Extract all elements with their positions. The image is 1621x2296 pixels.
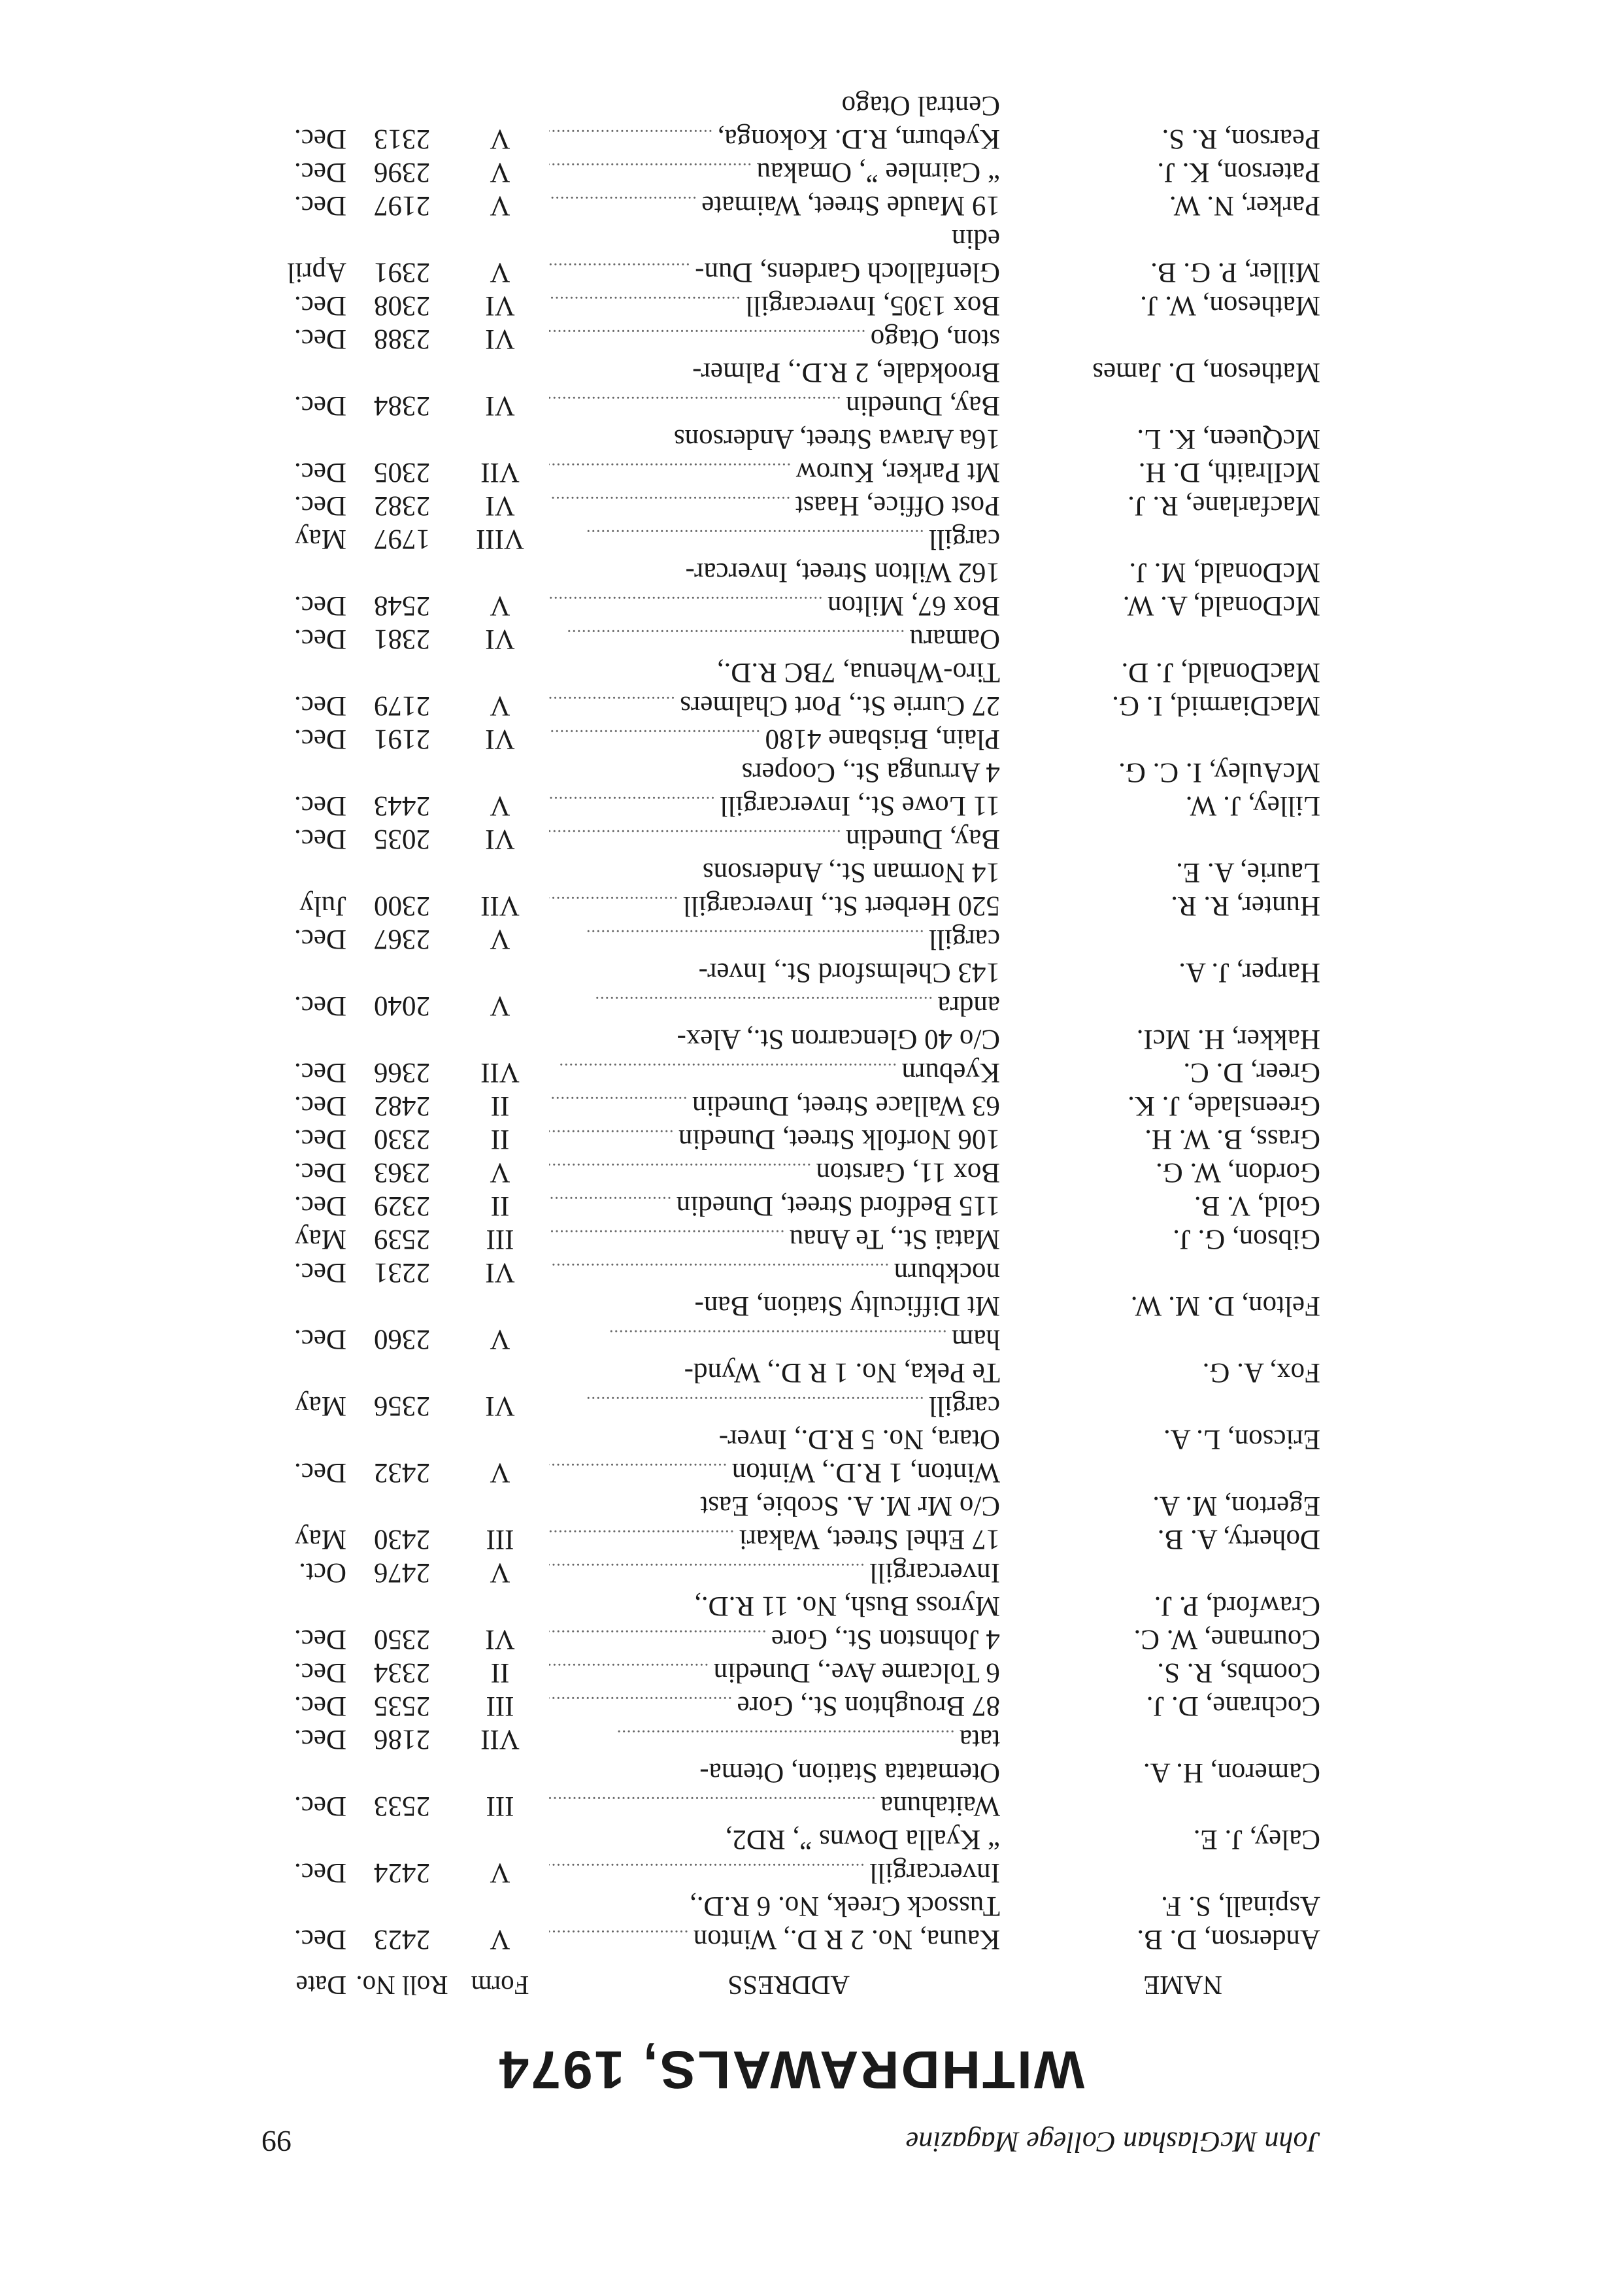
row-roll: 2381 (374, 624, 430, 654)
row-form: VIII (476, 524, 525, 554)
row-address: Oamaru ..... (549, 619, 1000, 656)
row-name: Miller, P. G. B. (1150, 257, 1320, 288)
row-name: Cameron, H. A. (1143, 1757, 1320, 1788)
row-address: Tiro-Whenua, 7BC R.D., (716, 657, 1000, 688)
table-row (261, 456, 1320, 489)
row-date: Dec. (294, 1857, 346, 1888)
row-roll: 2382 (374, 490, 430, 521)
row-address: 27 Currie St., Port Chalmers ..... (549, 686, 1000, 722)
row-address: 11 Lowe St., Invercargill ..... (549, 786, 1000, 822)
row-date: Dec. (294, 390, 346, 421)
row-roll: 2186 (374, 1724, 430, 1755)
page-header (261, 2119, 1320, 2159)
table-row (261, 856, 1320, 889)
table-row (261, 1689, 1320, 1723)
row-date: Dec. (294, 990, 346, 1021)
row-address: cargill ..... (549, 919, 1000, 956)
row-name: McAuley, I. C. G. (1118, 757, 1320, 788)
row-address: Invercargill ..... (549, 1853, 1000, 1889)
row-form: VI (485, 490, 515, 521)
table-row (261, 656, 1320, 689)
table-row (261, 1623, 1320, 1656)
row-name: MacDiarmid, I. G. (1112, 690, 1320, 721)
table-row (261, 989, 1320, 1022)
row-roll: 2305 (374, 457, 430, 488)
row-date: May (295, 1224, 346, 1255)
row-roll: 2197 (374, 190, 430, 221)
row-name: Laurie, A. E. (1176, 857, 1320, 888)
row-address: Brookdale, 2 R.D., Palmer- (692, 357, 1000, 388)
table-row (261, 1823, 1320, 1856)
row-form: VII (480, 890, 520, 921)
table-row (261, 889, 1320, 922)
row-form: II (490, 1124, 510, 1155)
table-row (261, 556, 1320, 589)
row-name: Lilley, J. W. (1185, 790, 1320, 821)
row-address: Te Peka, No. 1 R D., Wynd- (684, 1357, 1000, 1388)
row-name: McDonald, A. W. (1122, 590, 1320, 621)
row-date: Dec. (294, 1791, 346, 1821)
row-address: andra ..... (549, 986, 1000, 1022)
row-address: 106 Norfolk Street, Dunedin ..... (549, 1119, 1000, 1156)
magazine-title: John McGlashan College Magazine (905, 2126, 1320, 2158)
column-header-name: NAME (1143, 1970, 1222, 2001)
row-roll: 2330 (374, 1124, 430, 1155)
row-name: McDonald, M. J. (1129, 557, 1320, 588)
row-name: Cournane, W. C. (1133, 1624, 1320, 1655)
row-date: Dec. (294, 1057, 346, 1088)
table-row (261, 756, 1320, 789)
row-address: Tussock Creek, No. 6 R.D., (689, 1891, 1000, 1921)
row-form: VII (480, 1724, 520, 1755)
row-address: 19 Maude Street, Waimate ..... (549, 186, 1000, 222)
column-header-address: ADDRESS (727, 1970, 850, 2001)
column-headers (261, 1968, 1320, 2002)
column-header-date: Date (295, 1970, 346, 2001)
row-roll: 2360 (374, 1324, 430, 1355)
row-address: Plain, Brisbane 4180 ..... (549, 719, 1000, 756)
table-row (261, 1223, 1320, 1256)
table-row (261, 1489, 1320, 1523)
row-address: 63 Wallace Street, Dunedin ..... (549, 1086, 1000, 1123)
column-header-roll: Roll No. (356, 1970, 448, 2001)
row-form: V (490, 157, 510, 188)
table-row (261, 1123, 1320, 1156)
row-date: Dec. (294, 124, 346, 154)
table-row (261, 1256, 1320, 1289)
row-name: McIlraith, D. H. (1138, 457, 1320, 488)
row-address: 6 Tolcarne Ave., Dunedin ..... (549, 1653, 1000, 1689)
table-row (261, 122, 1320, 156)
row-roll: 2423 (374, 1924, 430, 1955)
row-name: Doherty, A. B. (1157, 1524, 1320, 1555)
row-roll: 2391 (374, 257, 430, 288)
row-address: Bay, Dunedin ..... (549, 386, 1000, 422)
row-form: V (490, 1557, 510, 1588)
table-row (261, 356, 1320, 389)
row-name: Gold, V. B. (1194, 1190, 1320, 1221)
row-address: Mt Parker, Kurow ..... (549, 452, 1000, 489)
row-name: McQueen, K. L. (1137, 424, 1320, 454)
row-roll: 2548 (374, 590, 430, 621)
table-row (261, 689, 1320, 722)
row-roll: 2533 (374, 1791, 430, 1821)
row-roll: 2308 (374, 290, 430, 321)
row-roll: 2366 (374, 1057, 430, 1088)
row-form: V (490, 690, 510, 721)
row-form: V (490, 1324, 510, 1355)
table-row (261, 322, 1320, 356)
row-roll: 2329 (374, 1190, 430, 1221)
row-form: V (490, 1457, 510, 1488)
row-name: Egerton, M. A. (1152, 1491, 1320, 1521)
row-address: Central Otago (841, 90, 1000, 121)
row-name: Cochrane, D. J. (1146, 1691, 1320, 1721)
row-name: Harper, J. A. (1178, 957, 1320, 988)
row-roll: 2535 (374, 1691, 430, 1721)
row-address: C/o 40 Glencarron St., Alex- (677, 1024, 1000, 1055)
row-name: Caley, J. E. (1193, 1824, 1320, 1855)
row-name: Gibson, G. J. (1173, 1224, 1320, 1255)
row-address: Matai St., Te Anau ..... (549, 1219, 1000, 1256)
table-row (261, 1889, 1320, 1923)
row-address: Invercargill ..... (549, 1553, 1000, 1589)
row-form: V (490, 990, 510, 1021)
row-form: VI (485, 1624, 515, 1655)
row-form: III (486, 1691, 514, 1721)
table-row (261, 1289, 1320, 1323)
row-address: “ Cairnlee ”, Omakau ..... (549, 152, 1000, 189)
row-date: Dec. (294, 624, 346, 654)
row-address: Box 1305, Invercargill ..... (549, 286, 1000, 322)
row-address: Box 11, Garston ..... (549, 1153, 1000, 1189)
table-row (261, 1189, 1320, 1223)
table-row (261, 1056, 1320, 1089)
table-row (261, 256, 1320, 289)
row-roll: 2356 (374, 1391, 430, 1421)
table-row (261, 1656, 1320, 1689)
table-row (261, 1756, 1320, 1789)
table-row (261, 1356, 1320, 1389)
row-date: Dec. (294, 1257, 346, 1288)
row-name: Ericson, L. A. (1163, 1424, 1320, 1455)
row-form: VI (485, 724, 515, 754)
row-form: III (486, 1791, 514, 1821)
row-address: cargill ..... (549, 1386, 1000, 1423)
row-form: VI (485, 290, 515, 321)
row-name: Aspinall, S. F. (1161, 1891, 1320, 1921)
row-name: Crawford, P. J. (1154, 1591, 1320, 1621)
row-address: 4 Johnston St., Gore ..... (549, 1619, 1000, 1656)
table-row (261, 189, 1320, 222)
row-roll: 2300 (374, 890, 430, 921)
row-name: Grass, B. W. H. (1145, 1124, 1320, 1155)
row-address: Otematata Station, Otema- (699, 1757, 1000, 1788)
row-date: Dec. (294, 724, 346, 754)
page-number: 99 (261, 2125, 292, 2158)
table-row (261, 89, 1320, 122)
table-row (261, 589, 1320, 622)
row-date: Dec. (294, 790, 346, 821)
row-address: Bay, Dunedin ..... (549, 819, 1000, 856)
row-name: Hunter, R. R. (1171, 890, 1320, 921)
page-title: WITHDRAWALS, 1974 (497, 2040, 1085, 2099)
row-form: V (490, 124, 510, 154)
table-row (261, 1423, 1320, 1456)
row-date: Dec. (294, 1657, 346, 1688)
row-date: July (299, 890, 346, 921)
row-roll: 2035 (374, 824, 430, 854)
row-address: Post Office, Haast ..... (549, 486, 1000, 522)
row-address: Glenfalloch Gardens, Dun- ..... (549, 252, 1000, 289)
table-row (261, 1456, 1320, 1489)
row-roll: 2363 (374, 1157, 430, 1188)
row-date: Dec. (294, 1124, 346, 1155)
row-name: Coombs, R. S. (1157, 1657, 1320, 1688)
table-row (261, 956, 1320, 989)
table-row (261, 1389, 1320, 1423)
row-address: Waitahuna ..... (549, 1786, 1000, 1823)
row-address: Kyeburn, R.D. Kokonga, ..... (549, 119, 1000, 156)
row-roll: 2430 (374, 1524, 430, 1555)
row-roll: 2432 (374, 1457, 430, 1488)
table-row (261, 156, 1320, 189)
row-name: Matheson, W. J. (1140, 290, 1320, 321)
row-name: Anderson, D. B. (1137, 1924, 1320, 1955)
table-row (261, 1856, 1320, 1889)
row-date: April (287, 257, 346, 288)
row-form: III (486, 1224, 514, 1255)
row-name: Felton, D. M. W. (1130, 1291, 1320, 1321)
row-date: Dec. (294, 824, 346, 854)
row-roll: 2231 (374, 1257, 430, 1288)
row-address: edin (951, 224, 1000, 254)
row-date: Dec. (294, 157, 346, 188)
row-date: Dec. (294, 690, 346, 721)
row-roll: 2482 (374, 1090, 430, 1121)
row-roll: 2476 (374, 1557, 430, 1588)
row-address: Winton, 1 R.D., Winton ..... (549, 1453, 1000, 1489)
table-row (261, 1789, 1320, 1823)
row-form: III (486, 1524, 514, 1555)
row-roll: 2179 (374, 690, 430, 721)
row-address: cargill ..... (549, 519, 1000, 556)
row-roll: 2350 (374, 1624, 430, 1655)
row-address: Mt Difficulty Station, Ban- (694, 1291, 1000, 1321)
table-row (261, 789, 1320, 822)
column-header-form: Form (471, 1970, 529, 2001)
row-name: MacDonald, J. D. (1121, 657, 1320, 688)
row-address: 520 Herbert St., Invercargill ..... (549, 886, 1000, 922)
row-address: 87 Broughton St., Gore ..... (549, 1686, 1000, 1723)
row-name: Pearson, R. S. (1161, 124, 1320, 154)
row-date: Dec. (294, 490, 346, 521)
row-date: Dec. (294, 1924, 346, 1955)
row-date: Dec. (294, 1324, 346, 1355)
row-address: 14 Norman St., Andersons (702, 857, 1000, 888)
table-row (261, 1523, 1320, 1556)
row-address: nockburn ..... (549, 1253, 1000, 1289)
row-form: VI (485, 1391, 515, 1421)
row-form: V (490, 190, 510, 221)
row-date: Dec. (294, 924, 346, 954)
row-roll: 2313 (374, 124, 430, 154)
row-address: C/o Mr M. A. Scobie, East (700, 1491, 1000, 1521)
row-form: II (490, 1657, 510, 1688)
row-name: Macfarlane, R. J. (1128, 490, 1320, 521)
table-row (261, 1323, 1320, 1356)
table-row (261, 489, 1320, 522)
table-row (261, 1089, 1320, 1123)
row-form: II (490, 1190, 510, 1221)
row-date: Dec. (294, 1691, 346, 1721)
row-date: Dec. (294, 1624, 346, 1655)
table-row (261, 1556, 1320, 1589)
row-address: 162 Wilton Street, Invercar- (685, 557, 1000, 588)
row-name: Greer, D. C. (1183, 1057, 1320, 1088)
row-name: Hakker, H. McI. (1136, 1024, 1320, 1055)
table-row (261, 622, 1320, 656)
row-roll: 2040 (374, 990, 430, 1021)
row-date: May (295, 1391, 346, 1421)
table-row (261, 222, 1320, 256)
row-roll: 2424 (374, 1857, 430, 1888)
table-row (261, 522, 1320, 556)
row-address: 16a Arawa Street, Andersons (673, 424, 1000, 454)
row-address: ston, Otago ..... (549, 319, 1000, 356)
row-date: Dec. (294, 1157, 346, 1188)
row-address: Otara, No. 5 R.D., Inver- (718, 1424, 1000, 1455)
row-form: V (490, 1157, 510, 1188)
table-row (261, 922, 1320, 956)
table-row (261, 1022, 1320, 1056)
row-date: Dec. (294, 1457, 346, 1488)
row-date: May (295, 1524, 346, 1555)
row-form: II (490, 1090, 510, 1121)
table-row (261, 722, 1320, 756)
row-form: V (490, 790, 510, 821)
row-roll: 2388 (374, 324, 430, 354)
table-row (261, 1723, 1320, 1756)
row-form: V (490, 1857, 510, 1888)
row-address: Kauna, No. 2 R D., Winton ..... (549, 1919, 1000, 1956)
row-form: V (490, 590, 510, 621)
row-date: Dec. (294, 190, 346, 221)
row-name: Parker, N. W. (1169, 190, 1320, 221)
row-name: Matheson, D. James (1092, 357, 1320, 388)
row-form: VII (480, 457, 520, 488)
table-row (261, 822, 1320, 856)
table-row (261, 1923, 1320, 1956)
row-date: May (295, 524, 346, 554)
row-date: Dec. (294, 1724, 346, 1755)
row-form: V (490, 257, 510, 288)
row-form: VI (485, 390, 515, 421)
row-address: 17 Ethel Street, Wakari ..... (549, 1519, 1000, 1556)
row-date: Dec. (294, 457, 346, 488)
row-date: Dec. (294, 590, 346, 621)
row-name: Greenslade, J. K. (1128, 1090, 1320, 1121)
row-name: Paterson, K. J. (1157, 157, 1320, 188)
row-roll: 2191 (374, 724, 430, 754)
row-roll: 2396 (374, 157, 430, 188)
row-date: Oct. (299, 1557, 346, 1588)
row-address: tata ..... (549, 1719, 1000, 1756)
table-row (261, 422, 1320, 456)
row-date: Dec. (294, 290, 346, 321)
table-row (261, 389, 1320, 422)
table-row (261, 1589, 1320, 1623)
row-address: “ Kyalla Downs ”, RD2, (725, 1824, 1000, 1855)
row-form: VI (485, 824, 515, 854)
row-form: VI (485, 324, 515, 354)
row-roll: 2334 (374, 1657, 430, 1688)
row-form: V (490, 924, 510, 954)
row-roll: 1797 (374, 524, 430, 554)
row-address: 143 Chelmsford St., Inver- (698, 957, 1000, 988)
row-address: Box 67, Milton ..... (549, 586, 1000, 622)
row-form: VII (480, 1057, 520, 1088)
row-name: Fox, A. G. (1202, 1357, 1320, 1388)
row-name: Gordon, W. G. (1155, 1157, 1320, 1188)
row-roll: 2367 (374, 924, 430, 954)
row-roll: 2539 (374, 1224, 430, 1255)
row-address: Kyeburn ..... (549, 1053, 1000, 1089)
row-date: Dec. (294, 1190, 346, 1221)
row-address: 115 Bedford Street, Dunedin ..... (549, 1186, 1000, 1223)
row-date: Dec. (294, 324, 346, 354)
row-form: VI (485, 1257, 515, 1288)
row-address: 4 Arrunga St., Coopers (741, 757, 1000, 788)
table-row (261, 289, 1320, 322)
table-row (261, 1156, 1320, 1189)
row-roll: 2443 (374, 790, 430, 821)
row-address: ham ..... (549, 1319, 1000, 1356)
row-roll: 2384 (374, 390, 430, 421)
row-form: VI (485, 624, 515, 654)
row-date: Dec. (294, 1090, 346, 1121)
row-form: V (490, 1924, 510, 1955)
row-address: Myross Bush, No. 11 R.D., (694, 1591, 1000, 1621)
